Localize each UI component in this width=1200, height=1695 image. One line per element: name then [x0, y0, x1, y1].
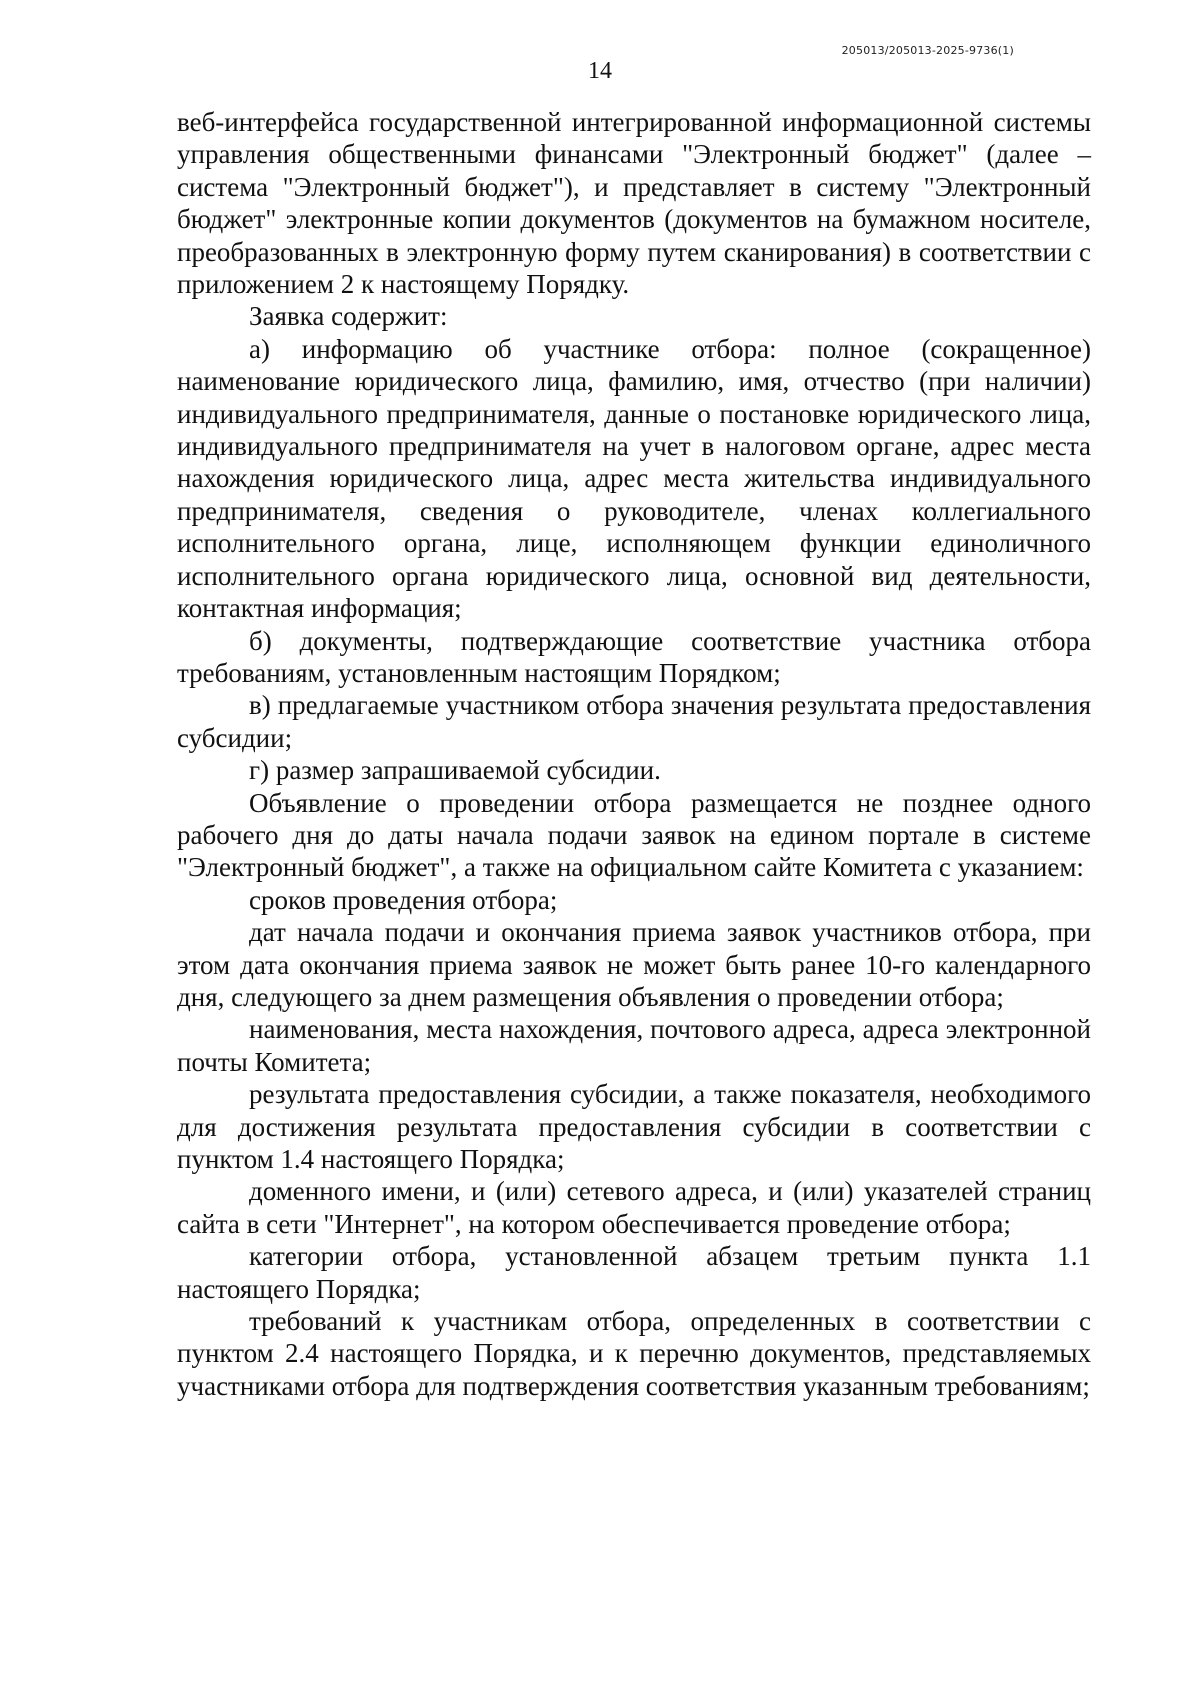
document-registration-number: 205013/205013-2025-9736(1)	[841, 44, 1014, 57]
paragraph-subsidy-result: результата предоставления субсидии, а также показателя, необходимого для достижения результата предоставления субсидии в соответствии с пунктом 1.4 настоящего Порядка;	[177, 1079, 1091, 1174]
paragraph-selection-terms: сроков проведения отбора;	[249, 884, 558, 915]
paragraph-submission-dates: дат начала подачи и окончания приема заявок участников отбора, при этом дата окончания приема заявок не может быть ранее 10-го календарного дня, следующего за днем размещения объявления о проведении отбора;	[177, 917, 1091, 1012]
paragraph-item-v: в) предлагаемые участником отбора значения результата предоставления субсидии;	[177, 690, 1091, 753]
page-number: 14	[588, 58, 612, 84]
paragraph-web-interface: веб-интерфейса государственной интегрированной информационной системы управления общественными финансами "Электронный бюджет" (далее – система "Электронный бюджет"), и представляет в систему "Электронный бюджет" электронные копии документов (документов на бумажном носителе, преобразованных в электронную форму путем сканирования) в соответствии с приложением 2 к настоящему Порядку.	[177, 107, 1091, 300]
paragraph-item-a: а) информацию об участнике отбора: полное (сокращенное) наименование юридического лица, фамилию, имя, отчество (при наличии) индивидуального предпринимателя, данные о постановке юридического лица, индивидуального предпринимателя на учет в налоговом органе, адрес места нахождения юридического лица, адрес места жительства индивидуального предпринимателя, сведения о руководителе, членах коллегиального исполнительного органа, лице, исполняющем функции единоличного исполнительного органа юридического лица, основной вид деятельности, контактная информация;	[177, 333, 1091, 624]
paragraph-item-g: г) размер запрашиваемой субсидии.	[249, 755, 661, 786]
paragraph-item-b: б) документы, подтверждающие соответствие участника отбора требованиям, установленным настоящим Порядком;	[177, 625, 1091, 688]
paragraph-selection-category: категории отбора, установленной абзацем третьим пункта 1.1 настоящего Порядка;	[177, 1241, 1091, 1304]
paragraph-application-contains: Заявка содержит:	[249, 301, 448, 332]
document-body	[177, 106, 1091, 1402]
paragraph-announcement: Объявление о проведении отбора размещается не позднее одного рабочего дня до даты начала подачи заявок на едином портале в системе "Электронный бюджет", а также на официальном сайте Комитета с указанием:	[177, 787, 1091, 883]
paragraph-domain-name: доменного имени, и (или) сетевого адреса, и (или) указателей страниц сайта в сети "Интернет", на котором обеспечивается проведение отбора;	[177, 1176, 1091, 1239]
paragraph-participant-requirements: требований к участникам отбора, определенных в соответствии с пунктом 2.4 настоящего Порядка, и к перечню документов, представляемых участниками отбора для подтверждения соответствия указанным требованиям;	[177, 1306, 1091, 1401]
paragraph-committee-contacts: наименования, места нахождения, почтового адреса, адреса электронной почты Комитета;	[177, 1014, 1091, 1077]
